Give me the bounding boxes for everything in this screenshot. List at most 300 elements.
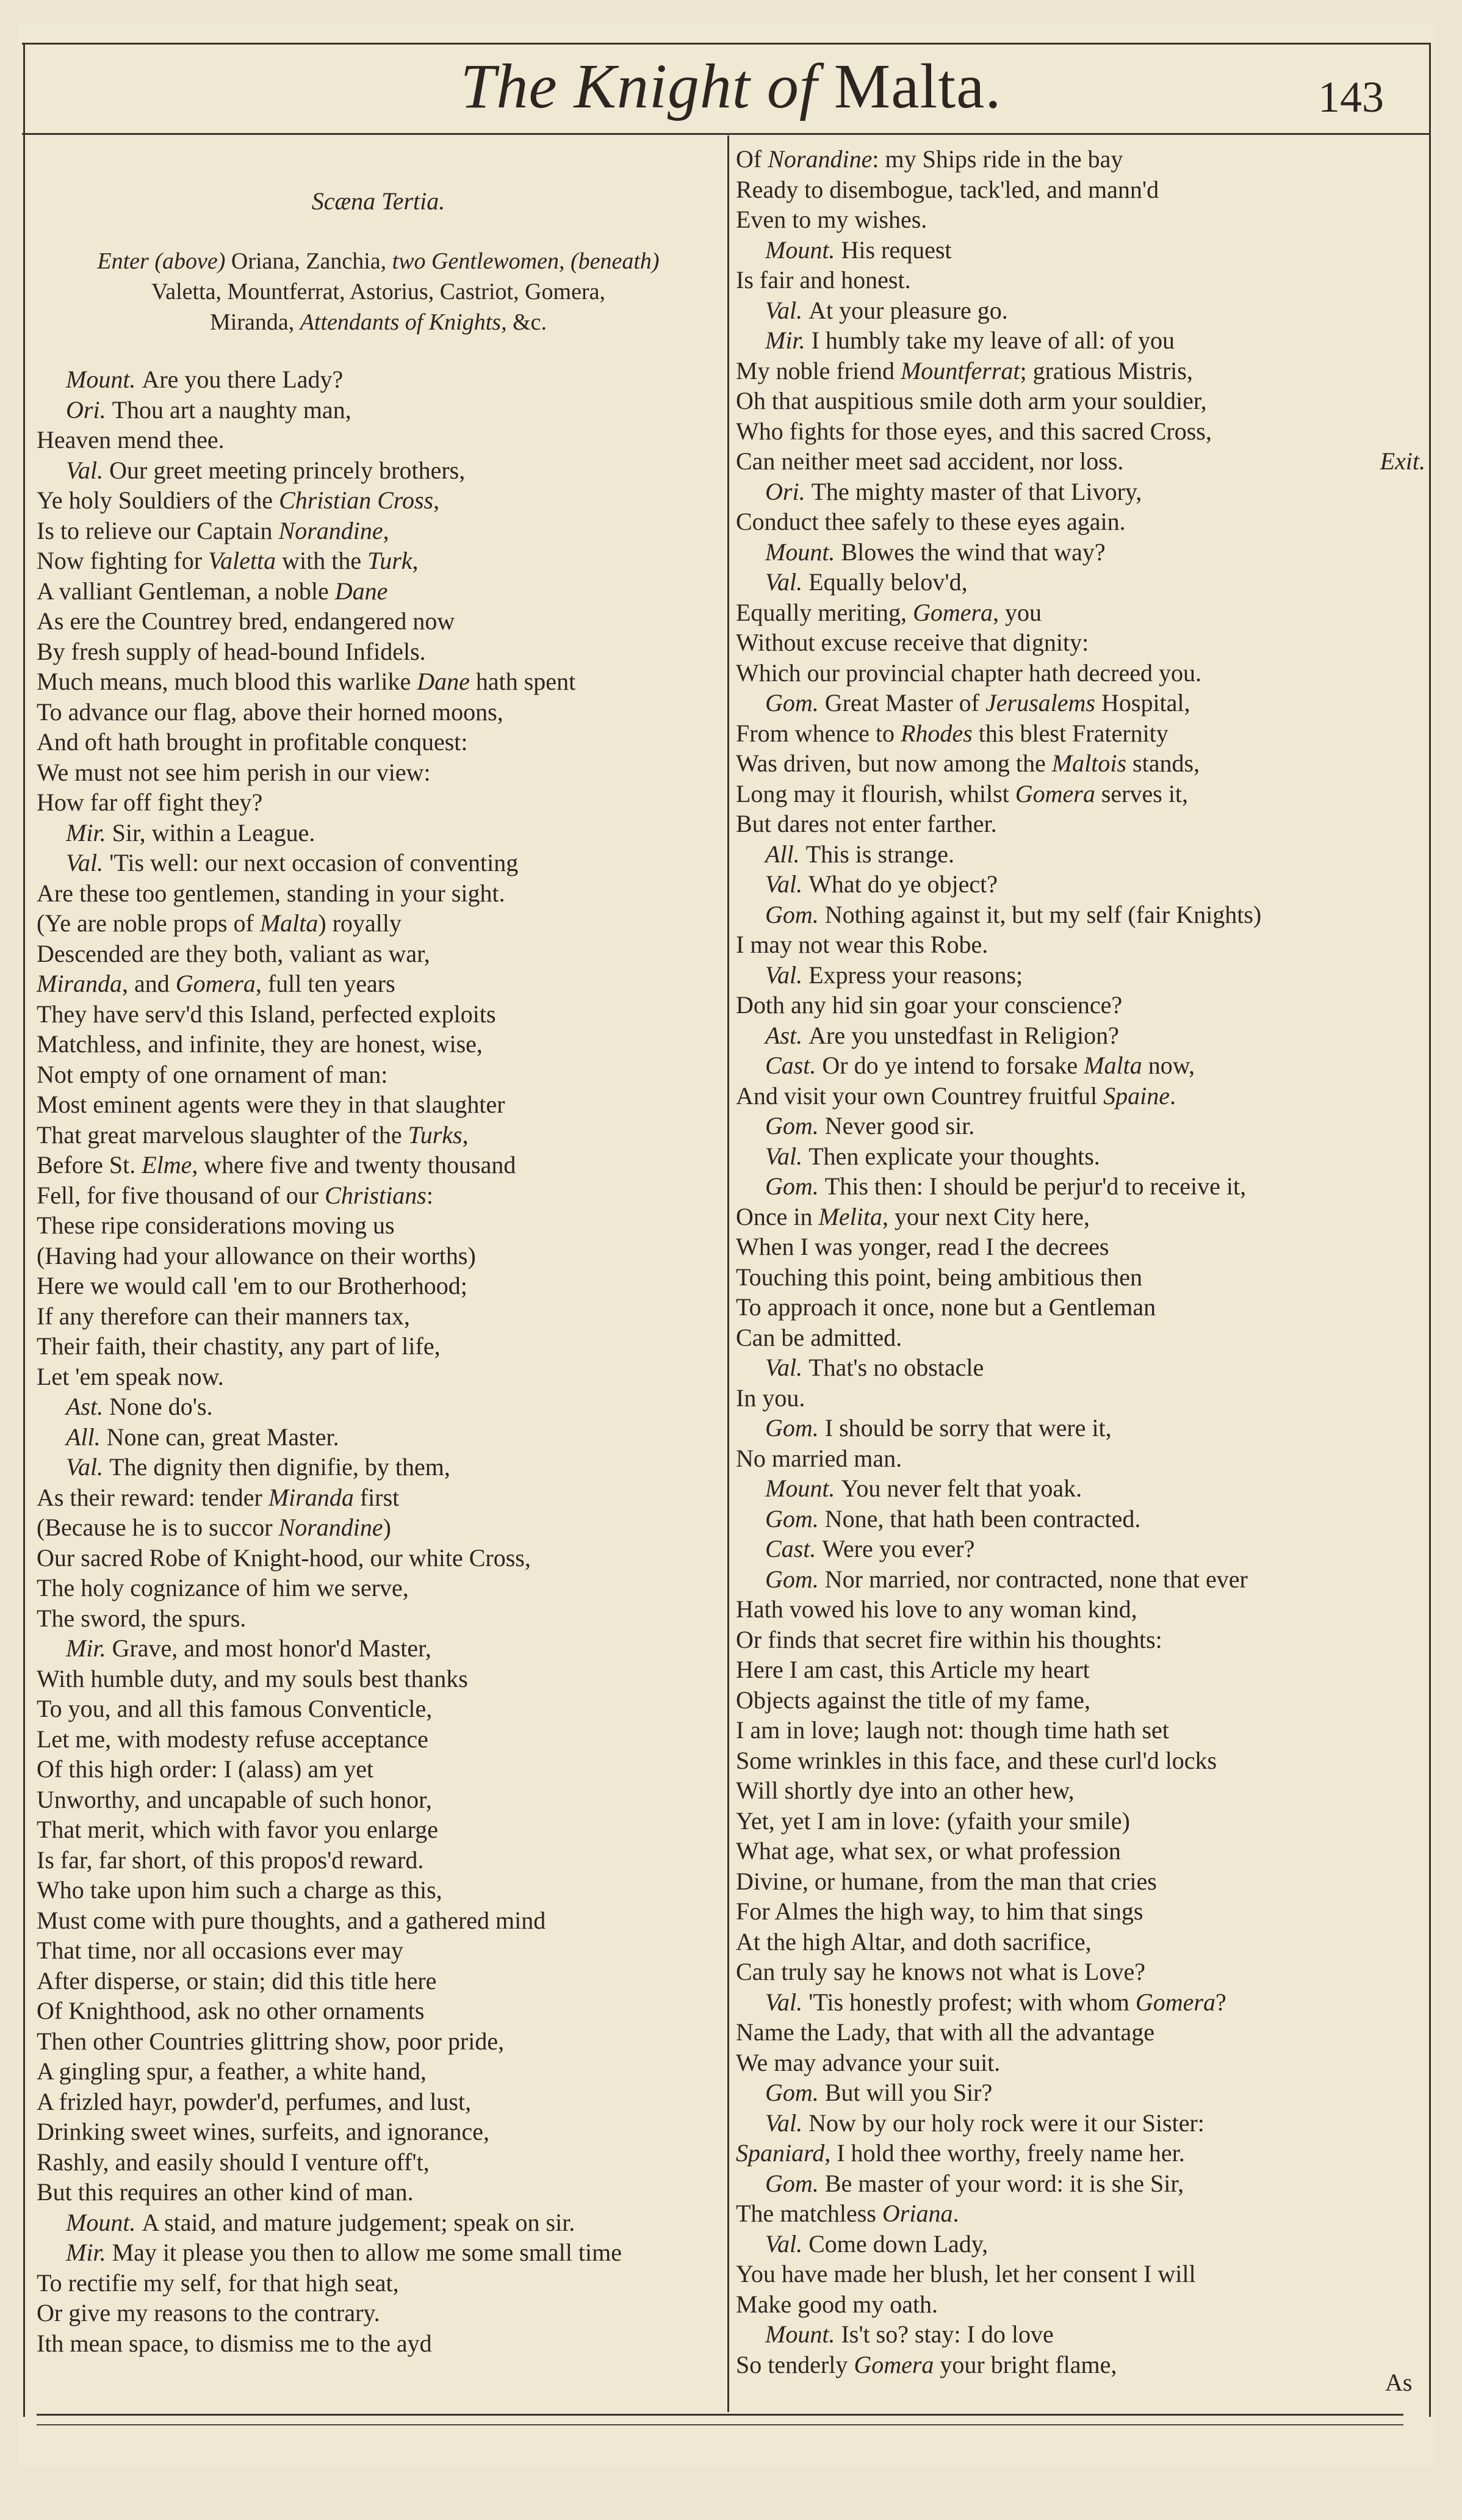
verse-text: None, that hath been contracted. xyxy=(824,1504,1141,1533)
verse-line xyxy=(37,1452,720,1482)
verse-line xyxy=(37,1664,720,1694)
verse-line xyxy=(37,516,720,546)
speaker-name: Gom. xyxy=(765,689,825,717)
speaker-name: Ast. xyxy=(66,1393,110,1420)
verse-text: The matchless Oriana. xyxy=(736,2200,959,2227)
verse-line xyxy=(736,658,1425,688)
verse-text: (Ye are noble props of Malta) royally xyxy=(37,909,402,937)
verse-text: But will you Sir? xyxy=(824,2079,993,2106)
verse-text: Will shortly dye into an other hew, xyxy=(736,1777,1075,1804)
verse-line xyxy=(37,1754,720,1785)
verse-text: Who take upon him such a charge as this, xyxy=(37,1876,442,1904)
verse-text: But dares not enter farther. xyxy=(736,810,997,837)
speaker-name: Mount. xyxy=(765,538,841,566)
verse-line xyxy=(37,787,720,818)
verse-line xyxy=(37,939,720,969)
verse-line xyxy=(736,1443,1425,1474)
verse-text: Of Knighthood, ask no other ornaments xyxy=(37,1997,425,2024)
verse-line xyxy=(736,1413,1425,1443)
verse-text: When I was yonger, read I the decrees xyxy=(736,1233,1109,1260)
verse-text: Which our provincial chapter hath decreed you. xyxy=(736,659,1202,687)
verse-line xyxy=(736,1292,1425,1323)
verse-text: None can, great Master. xyxy=(106,1423,339,1451)
verse-text: Our sacred Robe of Knight-hood, our white Cross, xyxy=(37,1543,531,1572)
verse-line xyxy=(736,1715,1425,1746)
verse-line xyxy=(37,2087,720,2117)
bottom-rule-inner xyxy=(37,2424,1403,2425)
speaker-name: Gom. xyxy=(765,1565,825,1593)
verse-line xyxy=(37,395,720,425)
verse-line xyxy=(736,2138,1425,2168)
verse-line xyxy=(37,2056,720,2087)
verse-text: Ready to disembogue, tack'led, and mann'd xyxy=(736,175,1159,203)
speaker-name: Mount. xyxy=(66,366,142,393)
verse-line xyxy=(37,1875,720,1905)
verse-line xyxy=(37,425,720,455)
verse-line xyxy=(37,999,720,1030)
speaker-name: Gom. xyxy=(765,900,825,928)
left-column xyxy=(37,144,720,2358)
verse-text: This then: I should be perjur'd to receive it, xyxy=(824,1172,1247,1200)
verse-text: Much means, much blood this warlike Dane hath spent xyxy=(37,668,576,695)
verse-text: To approach it once, none but a Gentleman xyxy=(736,1293,1156,1321)
speaker-name: Cast. xyxy=(765,1535,823,1562)
verse-line xyxy=(736,265,1425,295)
verse-line xyxy=(736,809,1425,839)
verse-line xyxy=(736,839,1425,870)
verse-text: They have serv'd this Island, perfected exploits xyxy=(37,1000,496,1028)
verse-text: In you. xyxy=(736,1384,805,1412)
stage-direction-segment: Enter (above) xyxy=(97,248,231,274)
verse-line xyxy=(37,1966,720,1996)
verse-text: No married man. xyxy=(736,1444,902,1472)
verse-line xyxy=(736,1625,1425,1655)
verse-text: That time, nor all occasions ever may xyxy=(37,1937,403,1964)
verse-line xyxy=(37,969,720,999)
verse-line xyxy=(736,598,1425,628)
verse-text: Descended are they both, valiant as war, xyxy=(37,939,430,967)
verse-text: Must come with pure thoughts, and a gathered mind xyxy=(37,1906,546,1934)
speaker-name: Mir. xyxy=(66,818,112,847)
stage-direction-segment: Oriana, Zanchia, xyxy=(231,248,392,274)
speaker-name: Val. xyxy=(66,456,110,484)
speaker-name: All. xyxy=(66,1423,107,1451)
speaker-name: Mount. xyxy=(765,236,841,264)
verse-text: Then explicate your thoughts. xyxy=(808,1142,1100,1170)
verse-line xyxy=(736,1081,1425,1111)
verse-text: Thou art a naughty man, xyxy=(112,395,351,424)
speaker-name: Val. xyxy=(765,1354,809,1381)
verse-line xyxy=(736,1987,1425,2018)
speaker-name: Mount. xyxy=(765,1475,841,1502)
column-divider xyxy=(727,135,729,2412)
verse-line xyxy=(736,1655,1425,1685)
verse-text: Were you ever? xyxy=(822,1535,975,1562)
verse-text: Can be admitted. xyxy=(736,1323,902,1351)
verse-line xyxy=(37,2328,720,2359)
verse-line xyxy=(736,2078,1425,2108)
verse-text: A frizled hayr, powder'd, perfumes, and lust, xyxy=(37,2087,472,2115)
verse-text: I may not wear this Robe. xyxy=(736,931,988,958)
right-column-lines xyxy=(736,144,1425,2380)
verse-text: Make good my oath. xyxy=(736,2290,938,2318)
verse-line xyxy=(37,2177,720,2208)
verse-text: To you, and all this famous Conventicle, xyxy=(37,1695,433,1722)
verse-line xyxy=(736,204,1425,235)
verse-text: Or finds that secret fire within his thoughts: xyxy=(736,1625,1162,1653)
verse-line xyxy=(736,144,1425,175)
verse-text: As ere the Countrey bred, endangered now xyxy=(37,607,455,635)
verse-line xyxy=(37,546,720,576)
verse-text: And visit your own Countrey fruitful Spaine. xyxy=(736,1081,1176,1110)
verse-text: Matchless, and infinite, they are honest, wise, xyxy=(37,1030,483,1058)
verse-line xyxy=(736,960,1425,991)
speaker-name: Gom. xyxy=(765,2169,825,2197)
exit-direction: Exit. xyxy=(1380,447,1425,475)
verse-text: Ye holy Souldiers of the Christian Cross, xyxy=(37,486,440,514)
verse-line xyxy=(37,1482,720,1513)
verse-text: A staid, and mature judgement; speak on sir. xyxy=(142,2208,575,2236)
verse-text: Even to my wishes. xyxy=(736,206,927,233)
verse-text: These ripe considerations moving us xyxy=(37,1211,395,1239)
verse-line xyxy=(37,1512,720,1543)
speaker-name: Gom. xyxy=(765,1504,825,1533)
top-rule xyxy=(22,43,1430,45)
verse-text: Let 'em speak now. xyxy=(37,1362,224,1390)
verse-text: Let me, with modesty refuse acceptance xyxy=(37,1725,428,1753)
verse-text: Long may it flourish, whilst Gomera serves it, xyxy=(736,779,1189,807)
verse-line xyxy=(736,1746,1425,1776)
verse-text: I should be sorry that were it, xyxy=(824,1414,1112,1442)
verse-text: So tenderly Gomera your bright flame, xyxy=(736,2350,1117,2378)
verse-text: I humbly take my leave of all: of you xyxy=(811,327,1175,354)
verse-line xyxy=(736,779,1425,809)
verse-line xyxy=(37,1935,720,1966)
speaker-name: Val. xyxy=(66,1453,110,1481)
verse-line xyxy=(736,930,1425,960)
speaker-name: Val. xyxy=(765,870,809,898)
verse-text: Oh that auspitious smile doth arm your souldier, xyxy=(736,387,1207,414)
verse-line xyxy=(736,1866,1425,1897)
verse-text: At the high Altar, and doth sacrifice, xyxy=(736,1927,1092,1955)
verse-line xyxy=(37,1150,720,1180)
verse-line xyxy=(37,1060,720,1090)
speaker-name: Val. xyxy=(765,568,809,596)
verse-text: His request xyxy=(841,236,952,264)
speaker-name: Mount. xyxy=(765,2320,841,2348)
speaker-name: All. xyxy=(765,840,806,868)
verse-text: Miranda, and Gomera, full ten years xyxy=(37,970,395,997)
verse-line xyxy=(37,666,720,697)
scene-heading: Scæna Tertia. xyxy=(311,187,445,215)
verse-line xyxy=(37,848,720,878)
speaker-name: Ori. xyxy=(66,395,112,424)
stage-direction-segment: &c. xyxy=(506,309,547,335)
verse-line xyxy=(736,1352,1425,1383)
verse-text: Before St. Elme, where five and twenty thousand xyxy=(37,1151,516,1179)
verse-line xyxy=(37,637,720,667)
verse-text: Name the Lady, that with all the advantage xyxy=(736,2018,1155,2046)
verse-line xyxy=(736,718,1425,749)
verse-text: Now by our holy rock were it our Sister: xyxy=(808,2109,1205,2137)
verse-text: Their faith, their chastity, any part of life, xyxy=(37,1332,441,1360)
verse-line xyxy=(37,2147,720,2178)
verse-text: What age, what sex, or what profession xyxy=(736,1837,1121,1865)
verse-line xyxy=(736,2289,1425,2320)
verse-text: Drinking sweet wines, surfeits, and ignorance, xyxy=(37,2118,490,2145)
verse-text: As their reward: tender Miranda first xyxy=(37,1483,400,1511)
verse-text: And oft hath brought in profitable conquest: xyxy=(37,728,468,756)
verse-line xyxy=(37,1422,720,1453)
verse-text: To rectifie my self, for that high seat, xyxy=(37,2269,399,2297)
verse-text: Divine, or humane, from the man that cries xyxy=(736,1867,1157,1895)
speaker-name: Mir. xyxy=(66,2239,112,2266)
verse-line xyxy=(37,1694,720,1724)
verse-text: You never felt that yoak. xyxy=(841,1475,1082,1502)
verse-text: After disperse, or stain; did this title here xyxy=(37,1966,437,1995)
verse-text: My noble friend Mountferrat; gratious Mistris, xyxy=(736,356,1193,384)
verse-text: Not empty of one ornament of man: xyxy=(37,1060,388,1088)
verse-line xyxy=(37,2026,720,2057)
verse-text: We must not see him perish in our view: xyxy=(37,758,431,786)
verse-line xyxy=(736,1836,1425,1866)
verse-line xyxy=(736,235,1425,265)
verse-text: 'Tis honestly profest; with whom Gomera? xyxy=(808,1988,1226,2016)
verse-line xyxy=(736,1323,1425,1353)
verse-line xyxy=(736,869,1425,900)
speaker-name: Val. xyxy=(765,296,809,324)
verse-text: Or give my reasons to the contrary. xyxy=(37,2299,380,2327)
verse-text: May it please you then to allow me some small time xyxy=(112,2239,622,2266)
stage-direction xyxy=(37,246,720,338)
verse-line xyxy=(736,2198,1425,2229)
verse-text: A valliant Gentleman, a noble Dane xyxy=(37,577,388,605)
verse-text: Equally belov'd, xyxy=(808,568,968,596)
speaker-name: Gom. xyxy=(765,2079,825,2106)
verse-text: The holy cognizance of him we serve, xyxy=(37,1574,409,1601)
verse-text: Never good sir. xyxy=(824,1112,975,1139)
verse-text: Here we would call 'em to our Brotherhood; xyxy=(37,1272,467,1299)
verse-text: Is fair and honest. xyxy=(736,266,911,294)
verse-text: Blowes the wind that way? xyxy=(841,538,1106,566)
verse-text: That merit, which with favor you enlarge xyxy=(37,1816,438,1843)
verse-text: Who fights for those eyes, and this sacred Cross, xyxy=(736,417,1212,445)
verse-text: Rashly, and easily should I venture off't, xyxy=(37,2148,430,2176)
header-rule xyxy=(22,133,1430,135)
speaker-name: Mir. xyxy=(765,327,812,354)
speaker-name: Ast. xyxy=(765,1021,809,1049)
verse-text: Without excuse receive that dignity: xyxy=(736,629,1089,656)
verse-line xyxy=(37,1573,720,1603)
verse-line xyxy=(736,748,1425,779)
left-border xyxy=(23,43,25,2417)
verse-text: You have made her blush, let her consent I will xyxy=(736,2260,1196,2287)
verse-text: Ith mean space, to dismiss me to the ayd xyxy=(37,2329,432,2357)
verse-text: If any therefore can their manners tax, xyxy=(37,1302,410,1330)
verse-text: The sword, the spurs. xyxy=(37,1604,247,1632)
verse-line xyxy=(37,727,720,757)
verse-text: That's no obstacle xyxy=(808,1354,984,1381)
page-number: 143 xyxy=(1318,73,1384,121)
verse-line xyxy=(736,477,1425,507)
left-column-lines xyxy=(37,364,720,2358)
verse-line xyxy=(37,908,720,939)
speaker-name: Val. xyxy=(66,849,110,876)
verse-line xyxy=(37,1210,720,1241)
verse-line xyxy=(736,356,1425,386)
verse-text: What do ye object? xyxy=(808,870,998,898)
verse-line xyxy=(37,1029,720,1060)
verse-text: The mighty master of that Livory, xyxy=(811,477,1142,505)
verse-text: Now fighting for Valetta with the Turk, xyxy=(37,547,419,574)
verse-line xyxy=(736,1473,1425,1504)
verse-line xyxy=(736,2259,1425,2289)
verse-text: Unworthy, and uncapable of such honor, xyxy=(37,1785,432,1813)
verse-text: Express your reasons; xyxy=(808,961,1023,989)
speaker-name: Gom. xyxy=(765,1172,825,1200)
verse-line xyxy=(736,1171,1425,1202)
verse-line xyxy=(37,1814,720,1845)
catchword: As xyxy=(1385,2369,1413,2396)
verse-line xyxy=(736,507,1425,537)
verse-text: Can truly say he knows not what is Love? xyxy=(736,1958,1145,1985)
verse-text: Can neither meet sad accident, nor loss. xyxy=(736,447,1124,475)
speaker-name: Gom. xyxy=(765,1414,825,1442)
verse-text: Was driven, but now among the Maltois stands, xyxy=(736,749,1200,777)
verse-line xyxy=(37,1271,720,1301)
verse-line xyxy=(736,2048,1425,2078)
verse-text: Yet, yet I am in love: (yfaith your smile) xyxy=(736,1807,1130,1835)
speaker-name: Val. xyxy=(765,1988,809,2016)
verse-text: Are these too gentlemen, standing in your sight. xyxy=(37,879,505,907)
stage-direction-line xyxy=(37,246,720,276)
speaker-name: Val. xyxy=(765,2109,809,2137)
verse-line xyxy=(37,1241,720,1271)
stage-direction-line xyxy=(37,276,720,307)
verse-text: Some wrinkles in this face, and these curl'd locks xyxy=(736,1746,1217,1774)
verse-text: Is to relieve our Captain Norandine, xyxy=(37,516,389,544)
running-title-plain: Malta. xyxy=(834,51,1002,121)
verse-line xyxy=(37,364,720,395)
verse-line xyxy=(736,446,1425,477)
verse-text: Fell, for five thousand of our Christians: xyxy=(37,1181,433,1209)
verse-line xyxy=(736,295,1425,326)
stage-direction-segment: Miranda, xyxy=(209,309,300,335)
verse-text: Objects against the title of my fame, xyxy=(736,1686,1090,1714)
verse-text: Once in Melita, your next City here, xyxy=(736,1202,1090,1230)
verse-text: (Having had your allowance on their worths) xyxy=(37,1241,476,1269)
verse-line xyxy=(37,1633,720,1664)
verse-text: Then other Countries glittring show, poor pride, xyxy=(37,2027,505,2055)
verse-line xyxy=(736,1564,1425,1595)
verse-line xyxy=(37,2268,720,2298)
verse-text: That great marvelous slaughter of the Turks, xyxy=(37,1121,469,1149)
verse-line xyxy=(736,990,1425,1020)
speaker-name: Gom. xyxy=(765,1112,825,1139)
verse-line xyxy=(37,455,720,486)
verse-text: Our greet meeting princely brothers, xyxy=(109,456,466,484)
speaker-name: Cast. xyxy=(765,1052,823,1079)
verse-text: We may advance your suit. xyxy=(736,2048,1001,2076)
verse-text: With humble duty, and my souls best thanks xyxy=(37,1664,468,1692)
verse-line xyxy=(736,1685,1425,1716)
running-title-italic: The Knight of xyxy=(460,51,818,121)
verse-line xyxy=(736,386,1425,416)
verse-line xyxy=(736,1896,1425,1927)
verse-line xyxy=(37,1301,720,1332)
verse-text: Come down Lady, xyxy=(808,2229,988,2258)
verse-line xyxy=(37,697,720,727)
verse-line xyxy=(736,2168,1425,2199)
verse-text: For Almes the high way, to him that sings xyxy=(736,1897,1143,1925)
verse-line xyxy=(736,325,1425,356)
verse-text: The dignity then dignifie, by them, xyxy=(109,1453,450,1481)
verse-text: A gingling spur, a feather, a white hand, xyxy=(37,2057,427,2085)
verse-text: This is strange. xyxy=(805,840,954,868)
verse-text: Nothing against it, but my self (fair Knights) xyxy=(824,900,1262,928)
speaker-name: Mir. xyxy=(66,1634,112,1662)
verse-text: Are you there Lady? xyxy=(142,366,344,393)
stage-direction-segment: Valetta, Mountferrat, Astorius, Castriot, Gomera, xyxy=(151,279,605,305)
verse-line xyxy=(736,1957,1425,1987)
stage-direction-segment: two Gentlewomen, (beneath) xyxy=(392,248,660,274)
right-border xyxy=(1429,43,1431,2417)
verse-text: Touching this point, being ambitious then xyxy=(736,1263,1143,1291)
verse-text: Conduct thee safely to these eyes again. xyxy=(736,508,1126,535)
verse-line xyxy=(37,1543,720,1573)
verse-line xyxy=(736,1383,1425,1413)
verse-line xyxy=(736,688,1425,718)
verse-text: Spaniard, I hold thee worthy, freely name her. xyxy=(736,2139,1185,2167)
verse-line xyxy=(736,1594,1425,1625)
verse-text: Of Norandine: my Ships ride in the bay xyxy=(736,145,1123,173)
verse-line xyxy=(736,1202,1425,1232)
verse-line xyxy=(736,2108,1425,2139)
verse-line xyxy=(736,537,1425,568)
verse-text: To advance our flag, above their horned moons, xyxy=(37,698,503,726)
speaker-name: Val. xyxy=(765,2229,809,2258)
verse-line xyxy=(736,1020,1425,1051)
verse-line xyxy=(736,1806,1425,1836)
verse-line xyxy=(736,1262,1425,1293)
right-column xyxy=(736,144,1425,2380)
verse-line xyxy=(736,627,1425,658)
verse-text: None do's. xyxy=(109,1393,213,1420)
verse-text: Great Master of Jerusalems Hospital, xyxy=(824,689,1190,717)
verse-text: Is far, far short, of this propos'd reward. xyxy=(37,1846,424,1874)
verse-text: From whence to Rhodes this blest Fraternity xyxy=(736,719,1169,747)
verse-line xyxy=(736,1927,1425,1957)
verse-line xyxy=(736,416,1425,447)
bottom-rule xyxy=(37,2414,1403,2416)
verse-text: Is't so? stay: I do love xyxy=(841,2320,1054,2348)
verse-line xyxy=(37,2298,720,2328)
verse-line xyxy=(736,2017,1425,2048)
verse-line xyxy=(37,2208,720,2238)
verse-line xyxy=(37,1845,720,1876)
speaker-name: Val. xyxy=(765,961,809,989)
verse-line xyxy=(736,1141,1425,1172)
verse-line xyxy=(37,878,720,909)
verse-line xyxy=(736,1232,1425,1262)
verse-line xyxy=(736,1534,1425,1564)
verse-text: Doth any hid sin goar your conscience? xyxy=(736,991,1123,1019)
verse-line xyxy=(736,1504,1425,1534)
verse-line xyxy=(37,1089,720,1120)
verse-text: But this requires an other kind of man. xyxy=(37,2178,414,2206)
verse-text: (Because he is to succor Norandine) xyxy=(37,1514,391,1541)
stage-direction-line xyxy=(37,307,720,338)
